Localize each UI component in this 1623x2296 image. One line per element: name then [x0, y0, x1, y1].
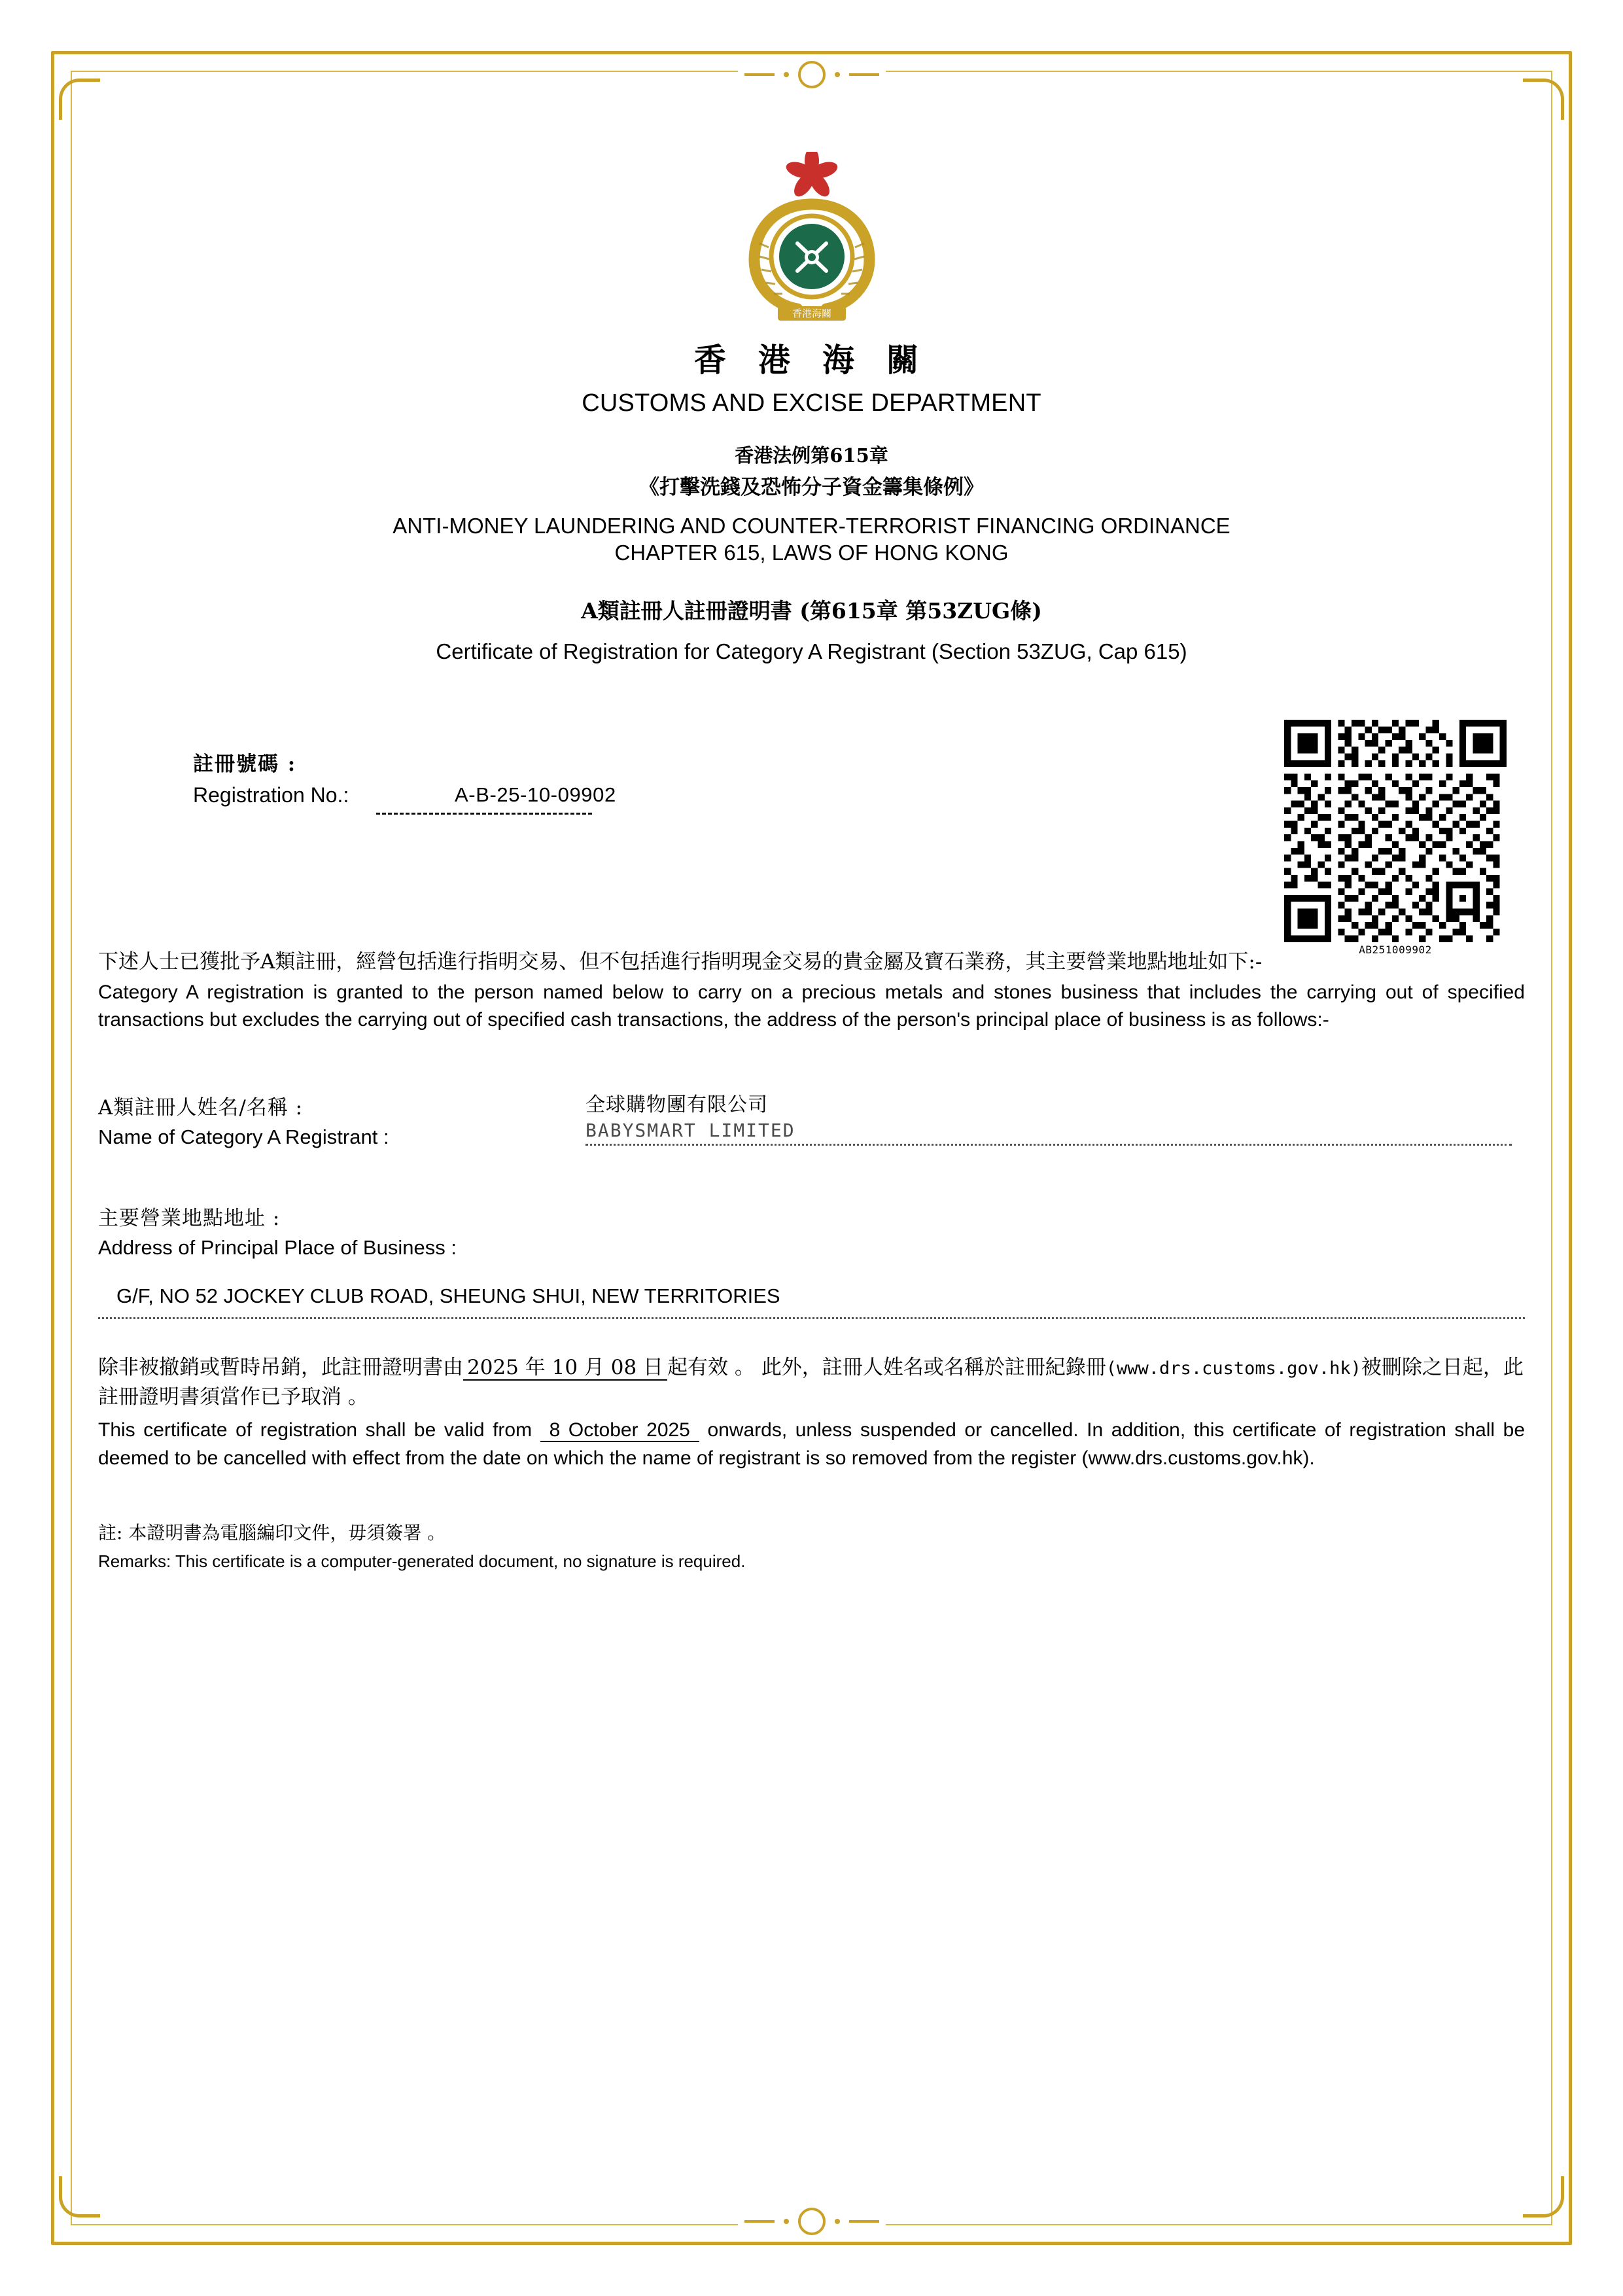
registrant-label-zh: A類註冊人姓名/名稱 : — [98, 1095, 304, 1120]
ornament-dash-right — [849, 2220, 879, 2223]
validity-zh-url: (www.drs.customs.gov.hk) — [1106, 1358, 1361, 1379]
address-label-en: Address of Principal Place of Business : — [98, 1235, 457, 1259]
intro-text-zh: 下述人士已獲批予A類註冊，經營包括進行指明交易、但不包括進行指明現金交易的貴金屬及寶石業務，其主要營業地點地址如下:- — [98, 949, 1263, 974]
corner-ornament-top-left — [59, 79, 100, 120]
ordinance-en — [98, 512, 1525, 567]
remarks-text-en: Remarks: This certificate is a computer-generated document, no signature is required. — [98, 1551, 746, 1571]
qr-code-icon — [1284, 720, 1507, 942]
bottom-center-ornament — [738, 2208, 886, 2235]
qr-code-caption: AB251009902 — [1359, 943, 1432, 956]
corner-ornament-bottom-right — [1523, 2176, 1564, 2217]
registrant-label-en: Name of Category A Registrant : — [98, 1125, 389, 1148]
department-name-en: CUSTOMS AND EXCISE DEPARTMENT — [582, 389, 1041, 417]
validity-block — [98, 1353, 1525, 1473]
registration-number-value: A-B-25-10-09902 — [455, 783, 616, 806]
svg-text:香港海關: 香港海關 — [792, 308, 831, 319]
document-header — [98, 335, 1525, 664]
intro-text-en: Category A registration is granted to the person named below to carry on a precious metals and stones business that includes the carrying out of specified transactions but excludes the carrying out of specified cash transactions, the address of the person's principal place of business is as follows:- — [98, 981, 1525, 1031]
validity-date-zh: 2025 年 10 月 08 日 — [463, 1356, 667, 1381]
registrant-name-field — [98, 1091, 1525, 1149]
validity-zh-part2: 起有效 。 此外，註冊人姓名或名稱於註冊紀錄冊 — [667, 1355, 1106, 1379]
ornament-dot-left — [784, 72, 789, 77]
hk-customs-emblem-icon — [714, 152, 910, 328]
ordinance-en-line1: ANTI-MONEY LAUNDERING AND COUNTER-TERRORIST FINANCING ORDINANCE — [393, 514, 1230, 538]
certificate-title-zh: A類註冊人註冊證明書 (第615章 第53ZUG條) — [581, 597, 1042, 624]
validity-text-zh — [98, 1353, 1525, 1412]
remarks-text-zh: 註: 本證明書為電腦編印文件，毋須簽署 。 — [98, 1521, 446, 1544]
ordinance-zh-line1: 香港法例第615章 — [735, 444, 888, 467]
address-field — [98, 1201, 1525, 1319]
address-underline — [98, 1317, 1525, 1319]
ornament-dot-right — [835, 2219, 840, 2224]
ornament-dot-left — [784, 2219, 789, 2224]
registrant-name-en: BABYSMART LIMITED — [585, 1119, 795, 1141]
registrant-name-zh: 全球購物團有限公司 — [585, 1093, 768, 1116]
ornament-ring — [798, 2208, 826, 2235]
qr-code-block — [1284, 720, 1507, 956]
registrant-name-values — [585, 1088, 1512, 1146]
intro-paragraph — [98, 947, 1525, 1034]
ornament-dash-left — [744, 2220, 775, 2223]
address-label-zh: 主要營業地點地址 : — [98, 1206, 281, 1230]
validity-zh-part1: 除非被撤銷或暫時吊銷，此註冊證明書由 — [98, 1355, 463, 1379]
ornament-dash-left — [744, 73, 775, 76]
registration-label-en: Registration No.: — [193, 783, 349, 807]
registrant-name-underline — [585, 1144, 1512, 1146]
ornament-ring — [798, 61, 826, 88]
validity-date-en: 8 October 2025 — [540, 1419, 699, 1442]
address-value: G/F, NO 52 JOCKEY CLUB ROAD, SHEUNG SHUI, NEW TERRITORIES — [116, 1284, 780, 1307]
ordinance-en-line2: CHAPTER 615, LAWS OF HONG KONG — [614, 540, 1009, 565]
validity-zh-part3: 被刪除之日起，此註冊證明書須當作已予取消 。 — [98, 1355, 1524, 1409]
emblem-container — [98, 152, 1525, 328]
ordinance-zh-line2: 《打擊洗錢及恐怖分子資金籌集條例》 — [639, 476, 984, 499]
registration-underline — [376, 813, 592, 815]
validity-en-part2: onwards, unless suspended or cancelled. In addition, this certificate of registration shall be deemed to be cancelled with effect from the date on which the name of registrant is so removed from the register (www.drs.customs.gov.hk). — [98, 1419, 1525, 1470]
ornament-dot-right — [835, 72, 840, 77]
certificate-content — [98, 98, 1525, 2198]
corner-ornament-bottom-left — [59, 2176, 100, 2217]
certificate-title-en: Certificate of Registration for Category A Registrant (Section 53ZUG, Cap 615) — [436, 639, 1187, 663]
corner-ornament-top-right — [1523, 79, 1564, 120]
registration-label-zh: 註冊號碼 : — [193, 752, 297, 776]
remarks-block — [98, 1519, 1525, 1572]
top-center-ornament — [738, 61, 886, 88]
validity-text-en — [98, 1416, 1525, 1473]
ornament-dash-right — [849, 73, 879, 76]
department-name-zh: 香 港 海 關 — [693, 341, 930, 379]
validity-en-part1: This certificate of registration shall be valid from — [98, 1419, 532, 1441]
registration-labels — [193, 747, 349, 807]
registration-area — [98, 720, 1525, 956]
